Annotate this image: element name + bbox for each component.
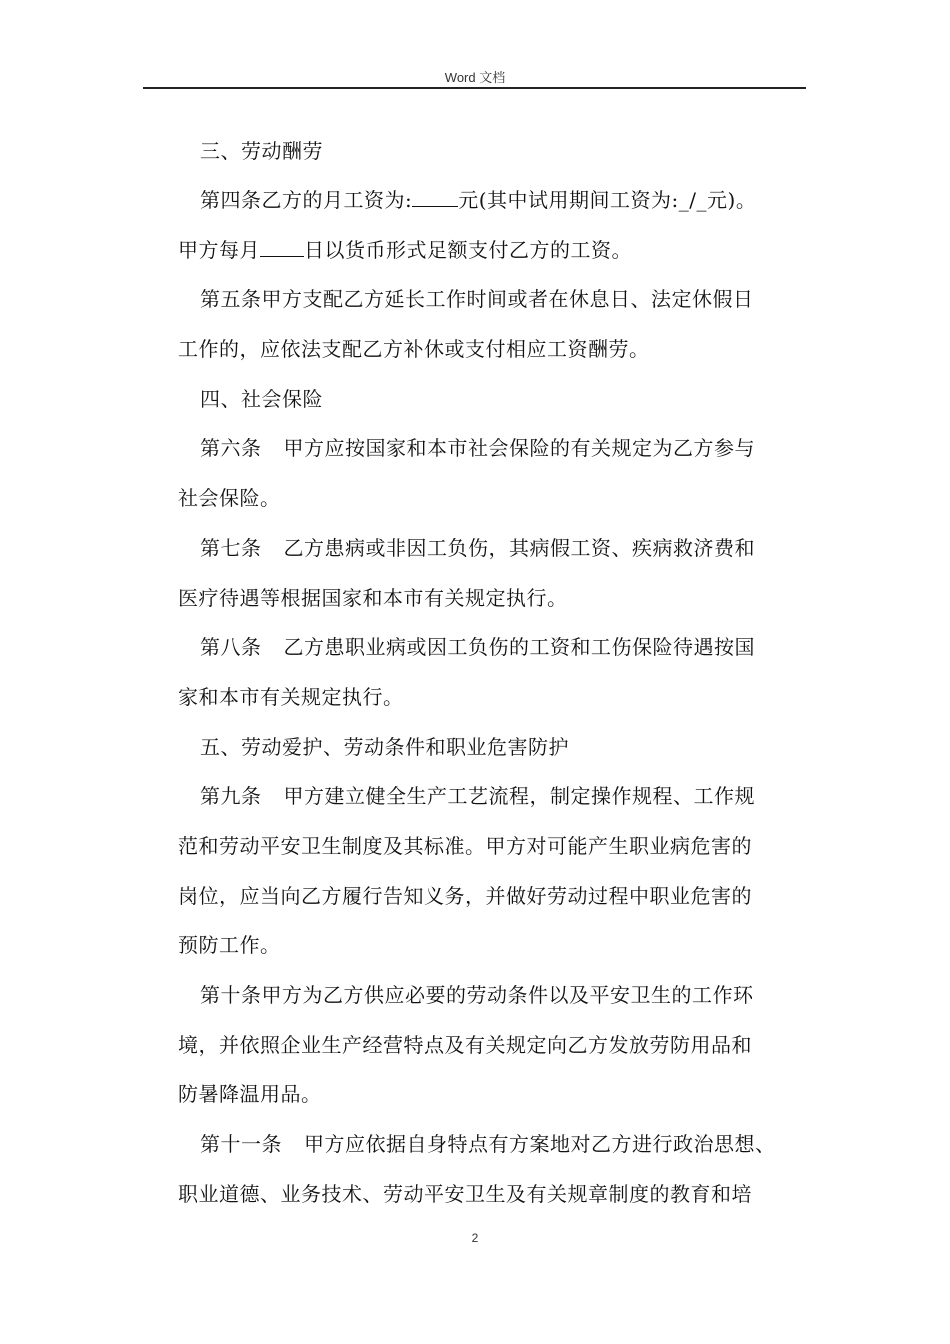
article-5-line-1: 第五条甲方支配乙方延长工作时间或者在休息日、法定休假日 <box>200 287 754 311</box>
article-4-line-1: 第四条乙方的月工资为: 元(其中试用期间工资为:_/_元)。 <box>200 188 757 212</box>
section-title: 五、劳动爱护、劳动条件和职业危害防护 <box>200 735 569 759</box>
salary-blank <box>412 188 458 207</box>
article-4-line-2: 甲方每月 日以货币形式足额支付乙方的工资。 <box>178 238 632 262</box>
payday-blank <box>260 238 304 257</box>
article-9-line-1: 第九条 甲方建立健全生产工艺流程，制定操作规程、工作规 <box>200 784 755 808</box>
section-title: 三、劳动酬劳 <box>200 139 323 163</box>
article-6-line-2: 社会保险。 <box>178 486 281 510</box>
article-5-line-2: 工作的，应依法支配乙方补休或支付相应工资酬劳。 <box>178 337 650 361</box>
article-label: 第九条 <box>200 784 262 808</box>
header-title: Word 文档 <box>444 70 506 85</box>
article-8-line-2: 家和本市有关规定执行。 <box>178 685 404 709</box>
article-label: 第七条 <box>200 536 262 560</box>
trial-salary-blank: _/_ <box>678 188 708 212</box>
article-9-line-2: 范和劳动平安卫生制度及其标准。甲方对可能产生职业病危害的 <box>178 834 752 858</box>
article-8-line-1: 第八条 乙方患职业病或因工负伤的工资和工伤保险待遇按国 <box>200 635 755 659</box>
article-7-line-1: 第七条 乙方患病或非因工负伤，其病假工资、疾病救济费和 <box>200 536 755 560</box>
article-label: 第十一条 <box>200 1132 282 1156</box>
article-6-line-1: 第六条 甲方应按国家和本市社会保险的有关规定为乙方参与 <box>200 436 755 460</box>
article-label: 第六条 <box>200 436 262 460</box>
article-9-line-3: 岗位，应当向乙方履行告知义务，并做好劳动过程中职业危害的 <box>178 884 752 908</box>
article-label: 第八条 <box>200 635 262 659</box>
article-10-line-2: 境，并依照企业生产经营特点及有关规定向乙方发放劳防用品和 <box>178 1033 752 1057</box>
article-11-line-2: 职业道德、业务技术、劳动平安卫生及有关规章制度的教育和培 <box>178 1182 752 1206</box>
article-10-line-3: 防暑降温用品。 <box>178 1082 322 1106</box>
article-7-line-2: 医疗待遇等根据国家和本市有关规定执行。 <box>178 586 568 610</box>
article-11-line-1: 第十一条 甲方应依据自身特点有方案地对乙方进行政治思想、 <box>200 1132 776 1156</box>
section-title: 四、社会保险 <box>200 387 323 411</box>
page-number: 2 <box>471 1231 479 1245</box>
article-9-line-4: 预防工作。 <box>178 933 281 957</box>
article-10-line-1: 第十条甲方为乙方供应必要的劳动条件以及平安卫生的工作环 <box>200 983 754 1007</box>
